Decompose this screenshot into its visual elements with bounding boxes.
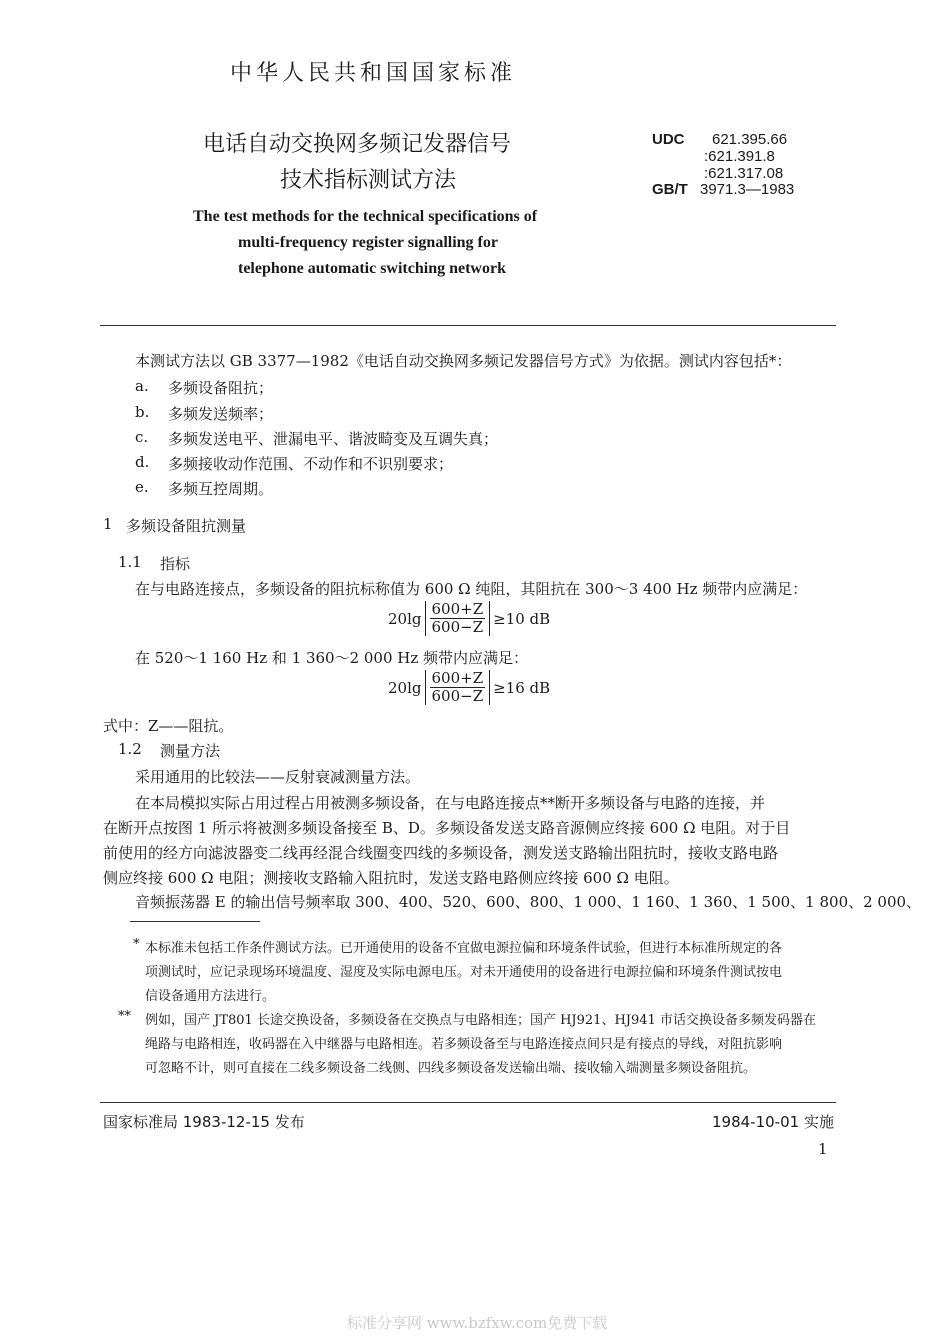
section-1-title: 多频设备阻抗测量 bbox=[126, 517, 247, 535]
s11-text-1: 在与电路连接点，多频设备的阻抗标称值为 600 Ω 纯阻，其阻抗在 300～3 400 Hz 频带内应满足： bbox=[135, 580, 808, 598]
intro-item-b: 多频发送频率； bbox=[168, 405, 274, 423]
s12-para-2-line-1: 在本局模拟实际占用过程占用被测多频设备，在与电路连接点**断开多频设备与电路的连接，并 bbox=[135, 794, 766, 812]
page-number: 1 bbox=[818, 1140, 828, 1158]
where-clause: 式中：Z——阻抗。 bbox=[103, 717, 234, 735]
title-line-1: 电话自动交换网多频记发器信号 bbox=[203, 132, 512, 157]
udc-label: UDC bbox=[652, 131, 685, 148]
footer-divider bbox=[100, 1102, 836, 1103]
formula-2-denominator: 600−Z bbox=[431, 687, 484, 705]
effective-date: 1984-10-01 实施 bbox=[712, 1113, 834, 1131]
intro-item-e-letter: e. bbox=[135, 478, 149, 496]
intro-item-d: 多频接收动作范围、不动作和不识别要求； bbox=[168, 455, 454, 473]
section-1-2-title: 测量方法 bbox=[160, 742, 221, 760]
section-1-1-title: 指标 bbox=[160, 555, 191, 573]
footnote-2-line-3: 可忽略不计，则可直接在二线多频设备二线侧、四线多频设备发送输出端、接收输入端测量多频设备阻抗。 bbox=[145, 1061, 757, 1076]
intro-item-a: 多频设备阻抗； bbox=[168, 379, 274, 397]
gb-label: GB/T bbox=[652, 181, 688, 198]
watermark: 标准分享网 www.bzfxw.com免费下载 bbox=[347, 1314, 608, 1332]
section-1-2-number: 1.2 bbox=[118, 740, 142, 758]
s12-para-2-line-4: 侧应终接 600 Ω 电阻；测接收支路输入阻抗时，发送支路电路侧应终接 600 Ω 电阻。 bbox=[103, 869, 679, 887]
footnote-2-mark: ** bbox=[118, 1009, 131, 1024]
s12-para-2-line-3: 前使用的经方向滤波器变二线再经混合线圈变四线的多频设备，测发送支路输出阻抗时，接收支路电路 bbox=[103, 844, 779, 862]
footnote-1-line-3: 信设备通用方法进行。 bbox=[145, 989, 276, 1004]
s12-para-3: 音频振荡器 E 的输出信号频率取 300、400、520、600、800、1 000、1 160、1 360、1 500、1 800、2 000、 bbox=[135, 893, 922, 911]
formula-2-fraction bbox=[425, 670, 491, 705]
intro-item-c: 多频发送电平、泄漏电平、谐波畸变及互调失真； bbox=[168, 430, 499, 448]
intro-item-c-letter: c. bbox=[135, 428, 149, 446]
section-1-1-number: 1.1 bbox=[118, 553, 142, 571]
s12-para-1: 采用通用的比较法——反射衰减测量方法。 bbox=[135, 768, 421, 786]
udc-line-3: :621.317.08 bbox=[704, 165, 784, 182]
formula-2 bbox=[388, 670, 550, 705]
english-title-line-3: telephone automatic switching network bbox=[238, 260, 506, 277]
standard-name: 中华人民共和国国家标准 bbox=[230, 61, 517, 86]
udc-line-2: :621.391.8 bbox=[704, 148, 775, 165]
formula-1-numerator: 600+Z bbox=[431, 600, 484, 618]
footnote-1-line-2: 项测试时，应记录现场环境温度、湿度及实际电源电压。对未开通使用的设备进行电源拉偏和环境条件测试按电 bbox=[145, 965, 783, 980]
formula-1-denominator: 600−Z bbox=[431, 618, 484, 636]
title-line-2: 技术指标测试方法 bbox=[280, 168, 457, 193]
udc-line-1: 621.395.66 bbox=[712, 131, 788, 148]
intro-item-d-letter: d. bbox=[135, 453, 150, 471]
s12-para-2-line-2: 在断开点按图 1 所示将被测多频设备接至 B、D。多频设备发送支路音源侧应终接 600 Ω 电阻。对于目 bbox=[103, 819, 791, 837]
gb-number: 3971.3—1983 bbox=[700, 181, 795, 198]
intro-item-e: 多频互控周期。 bbox=[168, 480, 274, 498]
english-title-line-2: multi-frequency register signalling for bbox=[238, 234, 498, 251]
formula-2-numerator: 600+Z bbox=[431, 669, 484, 687]
formula-1-fraction bbox=[425, 601, 491, 636]
footnote-2-line-2: 绳路与电路相连，收码器在入中继器与电路相连。若多频设备至与电路连接点间只是有接点的导线，对阻抗影响 bbox=[145, 1037, 783, 1052]
footnote-1-mark: * bbox=[133, 937, 140, 952]
formula-1 bbox=[388, 601, 550, 636]
intro-item-b-letter: b. bbox=[135, 403, 150, 421]
section-1-number: 1 bbox=[103, 515, 113, 533]
formula-2-suffix: ≥16 dB bbox=[493, 678, 551, 697]
footnote-1-line-1: 本标准未包括工作条件测试方法。已开通使用的设备不宜做电源拉偏和环境条件试验，但进行本标准所规定的各 bbox=[145, 941, 783, 956]
footnote-divider bbox=[130, 921, 260, 922]
english-title-line-1: The test methods for the technical specifications of bbox=[193, 208, 538, 225]
issued-date: 国家标准局 1983-12-15 发布 bbox=[103, 1113, 305, 1131]
s11-text-2: 在 520～1 160 Hz 和 1 360～2 000 Hz 频带内应满足： bbox=[135, 649, 529, 667]
formula-1-suffix: ≥10 dB bbox=[493, 609, 551, 628]
intro-item-a-letter: a. bbox=[135, 377, 149, 395]
formula-1-prefix: 20lg bbox=[388, 609, 422, 628]
header-divider bbox=[100, 325, 836, 326]
footnote-2-line-1: 例如，国产 JT801 长途交换设备，多频设备在交换点与电路相连；国产 HJ921、HJ941 市话交换设备多频发码器在 bbox=[145, 1013, 816, 1028]
formula-2-prefix: 20lg bbox=[388, 678, 422, 697]
intro-text: 本测试方法以 GB 3377—1982《电话自动交换网多频记发器信号方式》为依据。测试内容包括*： bbox=[135, 352, 792, 370]
